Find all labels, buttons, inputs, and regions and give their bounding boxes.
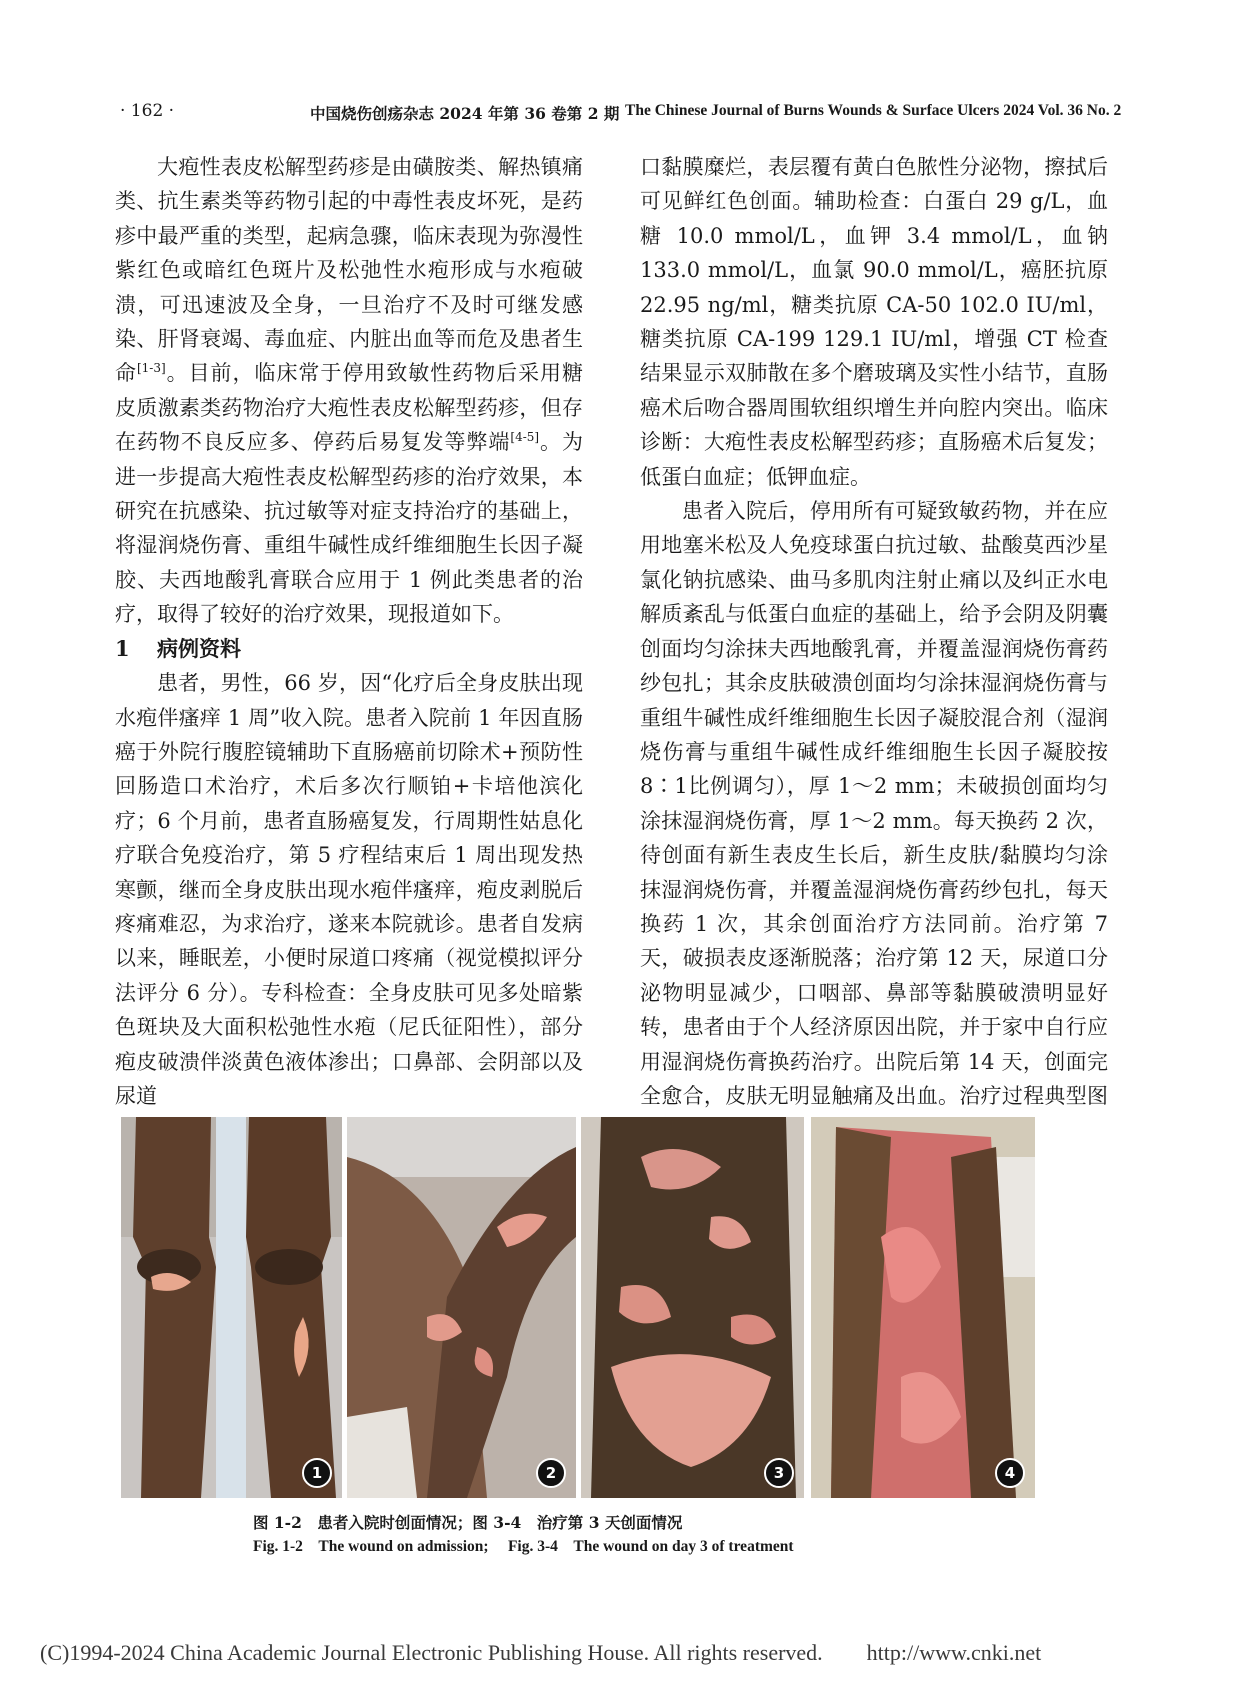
- section-heading: [115, 632, 583, 666]
- figure-caption: [253, 1511, 1053, 1559]
- exam-paragraph: 口黏膜糜烂，表层覆有黄白色脓性分泌物，擦拭后可见鲜红色创面。辅助检查：白蛋白 29 g/L，血糖 10.0 mmol/L，血钾 3.4 mmol/L，血钠 133.0 mmol/L，血氯 90.0 mmol/L，癌胚抗原 22.95 ng/ml，糖类抗原 CA-50 102.0 IU/ml，糖类抗原 CA-199 129.1 IU/ml，增强 CT 检查结果显示双肺散在多个磨玻璃及实性小结节，直肠癌术后吻合器周围软组织增生并向腔内突出。临床诊断：大疱性表皮松解型药疹；直肠癌术后复发；低蛋白血症；低钾血症。: [640, 155, 1108, 489]
- figure-badge-4: 4: [995, 1458, 1025, 1488]
- treatment-paragraph: 患者入院后，停用所有可疑致敏药物，并在应用地塞米松及人免疫球蛋白抗过敏、盐酸莫西沙星氯化钠抗感染、曲马多肌肉注射止痛以及纠正水电解质紊乱与低蛋白血症的基础上，给予会阴及阴囊创面均匀涂抹夫西地酸乳膏，并覆盖湿润烧伤膏药纱包扎；其余皮肤破溃创面均匀涂抹湿润烧伤膏与重组牛碱性成纤维细胞生长因子凝胶混合剂（湿润烧伤膏与重组牛碱性成纤维细胞生长因子凝胶按 8∶1比例调匀），厚 1～2 mm；未破损创面均匀涂抹湿润烧伤膏，厚 1～2 mm。每天换药 2 次，待创面有新生表皮生长后，新生皮肤/黏膜均匀涂抹湿润烧伤膏，并覆盖湿润烧伤膏药纱包扎，每天换药 1 次，其余创面治疗方法同前。治疗第 7 天，破损表皮逐渐脱落；治疗第 12 天，尿道口分泌物明显减少，口咽部、鼻部等黏膜破溃明显好转，患者由于个人经济原因出院，并于家中自行应用湿润烧伤膏换药治疗。出院后第 14 天，创面完全愈合，皮肤无明显触痛及出血。治疗过程典型图: [640, 499, 1108, 1108]
- journal-title-en: The Chinese Journal of Burns Wounds & Surface Ulcers 2024 Vol. 36 No. 2: [625, 102, 1122, 119]
- figure-badge-1: 1: [302, 1458, 332, 1488]
- left-column: [115, 150, 583, 1113]
- intro-text-2: 。目前，临床常于停用致敏性药物后采用糖皮质激素类药物治疗大疱性表皮松解型药疹，但存在药物不良反应多、停药后易复发等弊端: [115, 361, 584, 455]
- copyright-footer: (C)1994-2024 China Academic Journal Electronic Publishing House. All rights reserved. http://www.cnki.net: [40, 1640, 1042, 1665]
- running-header: [120, 97, 1120, 127]
- figure-3-back-photo: [581, 1117, 804, 1498]
- section-number: 1: [115, 635, 130, 661]
- figure-1-legs-photo: [121, 1117, 342, 1498]
- section-title: 病例资料: [157, 635, 241, 661]
- intro-text-1: 大疱性表皮松解型药疹是由磺胺类、解热镇痛类、抗生素类等药物引起的中毒性表皮坏死，是药疹中最严重的类型，起病急骤，临床表现为弥漫性紫红色或暗红色斑片及松弛性水疱形成与水疱破溃，可迅速波及全身，一旦治疗不及时可继发感染、肝肾衰竭、毒血症、内脏出血等而危及患者生命: [115, 155, 583, 386]
- figure-badge-3: 3: [764, 1458, 794, 1488]
- figure-caption-en: Fig. 1-2 The wound on admission; Fig. 3-4 The wound on day 3 of treatment: [253, 1538, 794, 1555]
- figure-row: [121, 1117, 1127, 1498]
- figure-4-back-photo: [811, 1117, 1035, 1498]
- journal-title-cn: 中国烧伤创疡杂志 2024 年第 36 卷第 2 期: [310, 104, 620, 123]
- intro-text-3: 。为进一步提高大疱性表皮松解型药疹的治疗效果，本研究在抗感染、抗过敏等对症支持治疗的基础上，将湿润烧伤膏、重组牛碱性成纤维细胞生长因子凝胶、夫西地酸乳膏联合应用于 1 例此类患者的治疗，取得了较好的治疗效果，现报道如下。: [115, 430, 584, 627]
- page-number: · 162 ·: [120, 101, 175, 121]
- intro-paragraph: [115, 150, 583, 632]
- figure-2-arm-photo: [347, 1117, 576, 1498]
- figure-badge-2: 2: [536, 1458, 566, 1488]
- right-column: [640, 150, 1108, 1148]
- figure-caption-cn: 图 1-2 患者入院时创面情况；图 3-4 治疗第 3 天创面情况: [253, 1513, 683, 1532]
- citation-4-5[interactable]: [4-5]: [510, 430, 540, 445]
- citation-1-3[interactable]: [1-3]: [136, 361, 166, 376]
- case-paragraph: 患者，男性，66 岁，因“化疗后全身皮肤出现水疱伴瘙痒 1 周”收入院。患者入院前 1 年因直肠癌于外院行腹腔镜辅助下直肠癌前切除术+预防性回肠造口术治疗，术后多次行顺铂+卡培他滨化疗；6 个月前，患者直肠癌复发，行周期性姑息化疗联合免疫治疗，第 5 疗程结束后 1 周出现发热寒颤，继而全身皮肤出现水疱伴瘙痒，疱皮剥脱后疼痛难忍，为求治疗，遂来本院就诊。患者自发病以来，睡眠差，小便时尿道口疼痛（视觉模拟评分法评分 6 分）。专科检查：全身皮肤可见多处暗紫色斑块及大面积松弛性水疱（尼氏征阳性），部分疱皮破溃伴淡黄色液体渗出；口鼻部、会阴部以及尿道: [115, 671, 583, 1108]
